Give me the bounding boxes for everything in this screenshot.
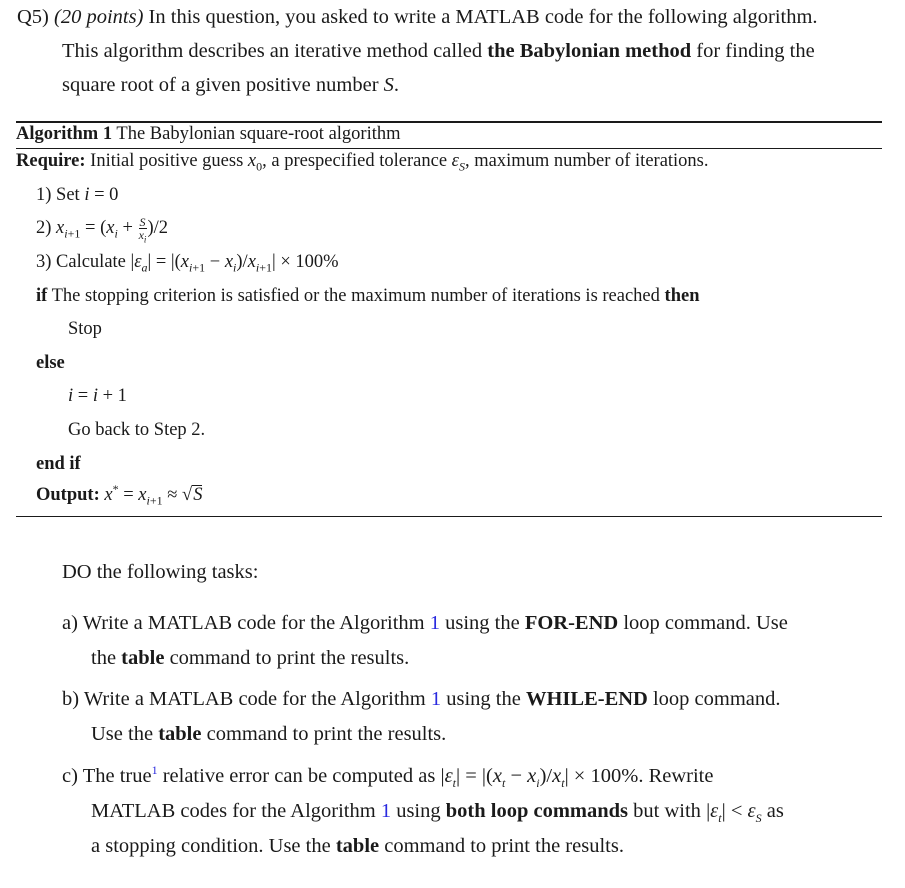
task-c-line-3: a stopping condition. Use the table command to print the results.	[91, 835, 624, 857]
task-c-label: c)	[62, 765, 78, 787]
algorithm-require: Require: Initial positive guess $x_0$, a prespecified tolerance $\varepsilon_S$, maximum number of iterations.	[16, 151, 709, 174]
method-name: the Babylonian method	[487, 40, 692, 62]
algorithm-ref-link[interactable]: 1	[429, 612, 440, 634]
algorithm-stop: Stop	[68, 319, 102, 339]
algorithm-output: Output: $x^* = x_{i+1} \approx √S$	[36, 481, 203, 508]
output-label: Output:	[36, 485, 100, 505]
question-number: Q5)	[17, 6, 49, 28]
task-b-line-2: Use the table command to print the results.	[91, 723, 447, 745]
question-line1-text: In this question, you asked to write a MATLAB code for the following algorithm.	[148, 6, 818, 28]
task-c-line-1: c) The true$^1$ relative error can be computed as $|\varepsilon_t| = |(x_t - x_i)/x_t| \times 100\%$. Rewrite	[62, 763, 714, 791]
footnote-marker[interactable]: 1	[151, 763, 158, 778]
math-sqrt-s: S	[193, 485, 203, 505]
algorithm-bottom-rule	[16, 516, 882, 517]
question-points: (20 points)	[54, 6, 144, 28]
task-a-line-1: a) Write a MATLAB code for the Algorithm 1 using the FOR-END loop command. Use	[62, 612, 788, 634]
math-set-i: i	[84, 185, 90, 205]
algorithm-endif: end if	[36, 454, 81, 474]
task-b-label: b)	[62, 688, 80, 710]
algorithm-label: Algorithm 1	[16, 124, 113, 144]
question-line-2: This algorithm describes an iterative method called the Babylonian method for finding the	[62, 40, 815, 62]
algorithm-step-2: 2) $x_{i+1} = (x_i$ + $\frac{S}{x_i}$ )/2	[36, 215, 169, 245]
math-eps-s: $\varepsilon_S$	[451, 151, 465, 174]
then-keyword: then	[664, 286, 700, 306]
algorithm-ref-link[interactable]: 1	[380, 800, 392, 822]
algorithm-caption	[16, 124, 401, 145]
algorithm-increment: i = i + 1	[68, 386, 127, 406]
algorithm-title: The Babylonian square-root algorithm	[116, 124, 401, 144]
task-b-line-1: b) Write a MATLAB code for the Algorithm 1 using the WHILE-END loop command.	[62, 688, 781, 710]
question-line-1	[17, 0, 818, 34]
task-a-line-2: the table command to print the results.	[91, 647, 410, 669]
algorithm-goback: Go back to Step 2.	[68, 420, 206, 440]
algorithm-else: else	[36, 353, 65, 373]
algorithm-step-3: 3) Calculate $|\varepsilon_a| = |(x_{i+1} - x_i)/x_{i+1}| \times 100\%$	[36, 252, 339, 275]
task-c-line-2: MATLAB codes for the Algorithm 1 using both loop commands but with $|\varepsilon_t| < \varepsilon_S$ as	[91, 800, 784, 826]
tasks-intro: DO the following tasks:	[62, 561, 259, 583]
algorithm-top-rule	[16, 121, 882, 123]
algorithm-ref-link[interactable]: 1	[430, 688, 442, 710]
task-a-label: a)	[62, 612, 78, 634]
question-line-3: square root of a given positive number S.	[62, 74, 400, 96]
require-label: Require:	[16, 151, 86, 171]
math-x0: x	[247, 151, 257, 171]
math-update: x	[56, 217, 65, 238]
algorithm-if: if The stopping criterion is satisfied or the maximum number of iterations is reached then	[36, 286, 700, 306]
algorithm-caption-rule	[16, 148, 882, 149]
algorithm-step-1: 1) Set i = 0	[36, 185, 119, 205]
math-fraction: $\frac{S}{x_i}$	[138, 215, 147, 245]
if-keyword: if	[36, 286, 48, 306]
